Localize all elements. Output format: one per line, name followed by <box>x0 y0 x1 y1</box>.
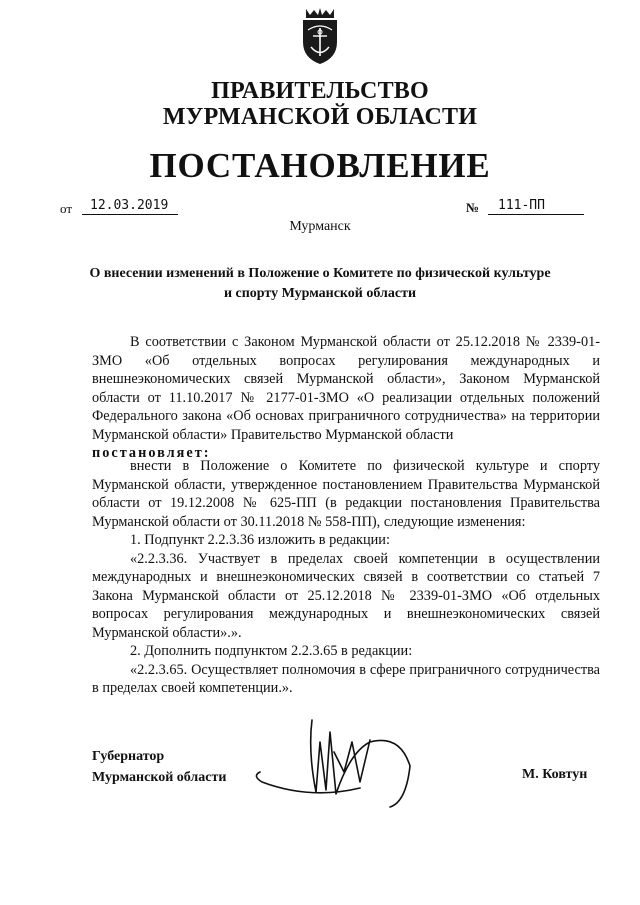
number-prefix: № <box>466 200 480 215</box>
signatory-position <box>92 746 226 788</box>
document-type: ПОСТАНОВЛЕНИЕ <box>149 146 491 185</box>
item1-heading: 1. Подпункт 2.2.3.36 изложить в редакции: <box>130 532 390 548</box>
signatory-position-line1: Губернатор <box>92 749 165 764</box>
item2-text: «2.2.3.65. Осуществляет полномочия в сфере приграничного сотрудничества в пределах своей компетенции.». <box>92 661 600 696</box>
organization-name-line1: ПРАВИТЕЛЬСТВО <box>211 78 429 104</box>
resolves-text: постановляет: <box>92 445 211 461</box>
preamble-paragraph: В соответствии с Законом Мурманской области от 25.12.2018 № 2339-01-ЗМО «Об отдельных вопросах регулирования международных и внешнеэкономических связей Мурманской области», Законом Мурманской области от 11.10.2017 № 2177-01-ЗМО «О реализации отдельных положений Федерального закона «Об основах приграничного сотрудничества» на территории Мурманской области» Правительство Мурманской области <box>92 334 600 443</box>
organization-name-line2: МУРМАНСКОЙ ОБЛАСТИ <box>162 104 478 130</box>
signatory-position-line2: Мурманской области <box>92 770 227 785</box>
document-body-preamble <box>92 333 600 463</box>
city: Мурманск <box>289 219 351 234</box>
document-date: 12.03.2019 <box>82 198 178 215</box>
item2-heading: 2. Дополнить подпунктом 2.2.3.65 в редакции: <box>130 643 413 659</box>
handwritten-signature <box>250 712 480 822</box>
signatory-name: М. Ковтун <box>522 767 588 782</box>
document-body-changes <box>92 457 600 698</box>
item1-text: «2.2.3.36. Участвует в пределах своей компетенции в осуществлении международных и внешнеэкономических связей в соответствии со статьей 7 Закона Мурманской области от 25.12.2018 № 2339-01-ЗМО «Об отдельных вопросах регулирования международных и внешнеэкономических связей Мурманской области».». <box>92 550 600 641</box>
document-title-line1: О внесении изменений в Положение о Комитете по физической культуре <box>89 266 551 281</box>
coat-of-arms-icon <box>300 6 340 66</box>
date-prefix: от <box>60 201 73 216</box>
intro-paragraph: внести в Положение о Комитете по физической культуре и спорту Мурманской области, утвержденное постановлением Правительства Мурманской области от 19.12.2008 № 625-ПП (в редакции постановления Правительства Мурманской области от 30.11.2018 № 558-ПП), следующие изменения: <box>92 458 600 530</box>
document-number: 111-ПП <box>488 198 584 215</box>
document-title-line2: и спорту Мурманской области <box>223 286 417 301</box>
